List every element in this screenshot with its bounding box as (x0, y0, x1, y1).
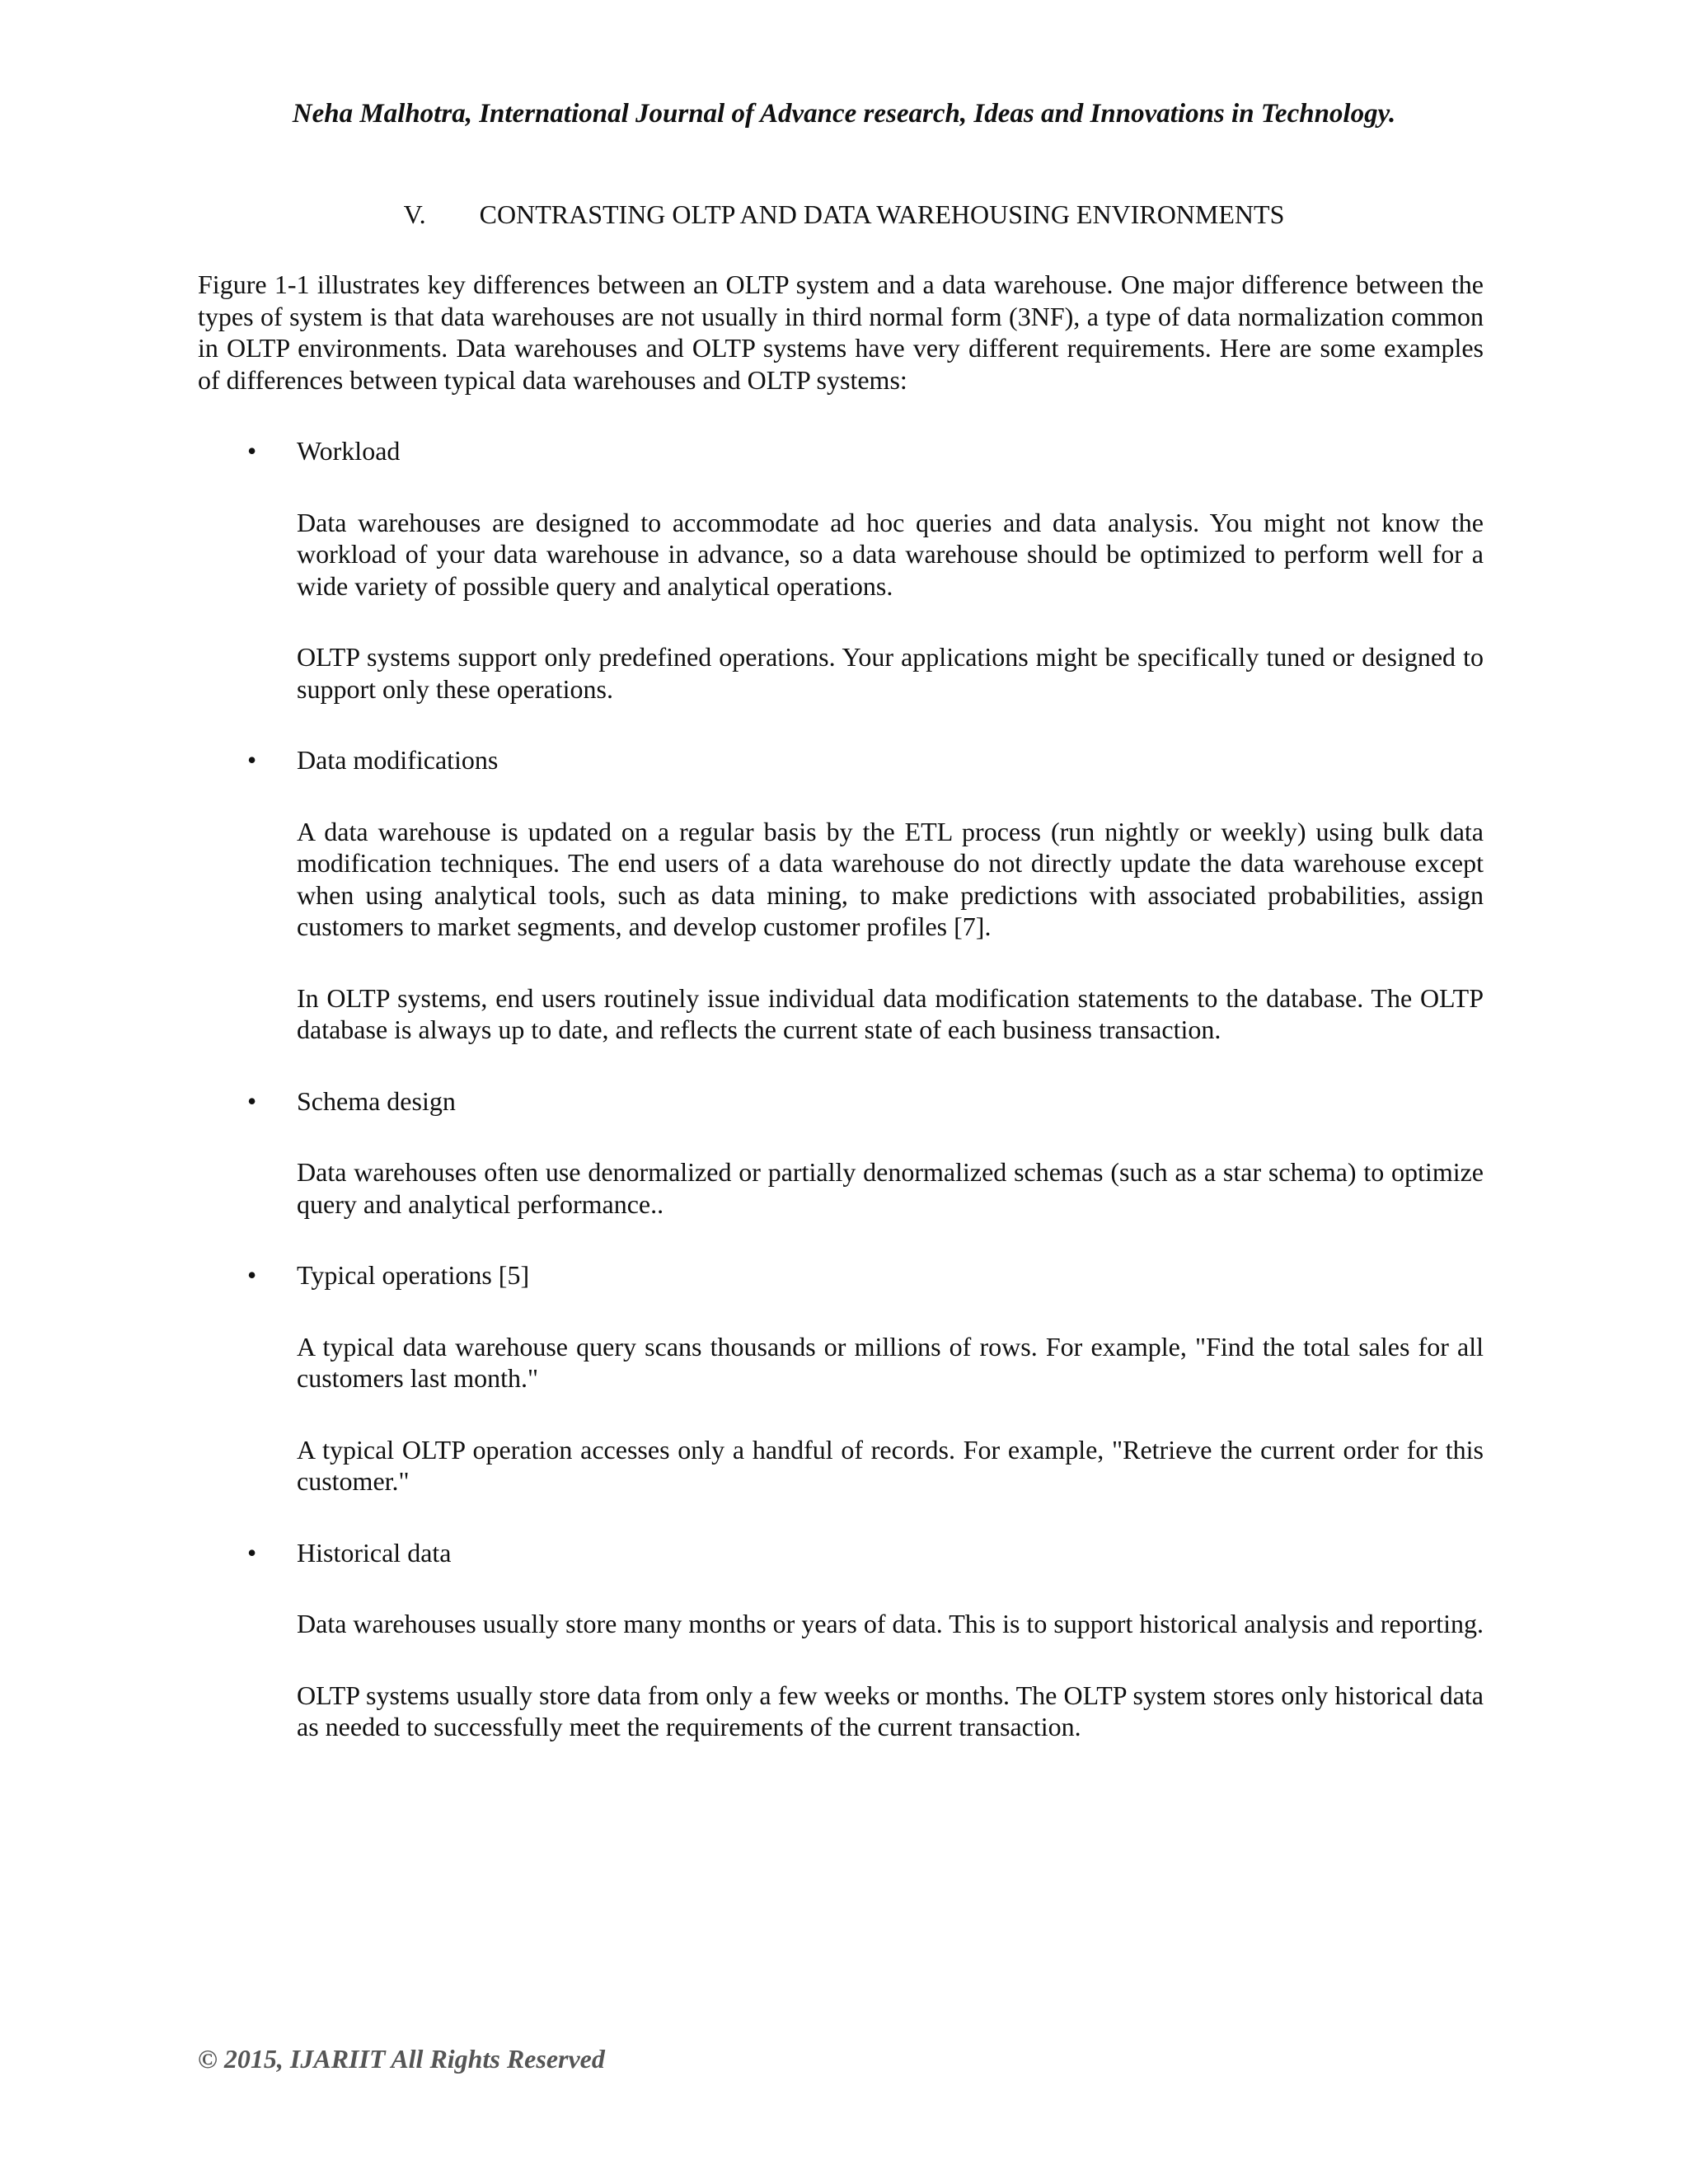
bullet-title-text: Historical data (297, 1537, 452, 1568)
list-item-workload (198, 435, 1484, 705)
bullet-title-text: Schema design (297, 1085, 456, 1116)
footer-copyright: © 2015, IJARIIT All Rights Reserved (198, 2044, 605, 2074)
bullet-title-text: Data modifications (297, 745, 499, 775)
bullet-title-data-modifications (198, 744, 1484, 776)
list-item-schema-design (198, 1085, 1484, 1221)
intro-paragraph: Figure 1-1 illustrates key differences between an OLTP system and a data warehouse. One major difference between the types of system is that data warehouses are not usually in third normal form (3NF), a type of data normalization common in OLTP environments. Data warehouses and OLTP systems have very different requirements. Here are some examples of differences between typical data warehouses and OLTP systems: (198, 269, 1484, 395)
running-header: Neha Malhotra, International Journal of Advance research, Ideas and Innovations in Technology. (292, 99, 1396, 129)
body-content (198, 269, 1484, 1783)
bullet-icon: • (247, 1085, 257, 1116)
bullet-paragraph: A data warehouse is updated on a regular basis by the ETL process (run nightly or weekly) using bulk data modification techniques. The end users of a data warehouse do not directly update the data warehouse except when using analytical tools, such as data mining, to make predictions with associated probabilities, assign customers to market segments, and develop customer profiles [7]. (297, 816, 1484, 941)
difference-list (198, 435, 1484, 1743)
bullet-paragraph: Data warehouses are designed to accommodate ad hoc queries and data analysis. You might not know the workload of your data warehouse in advance, so a data warehouse should be optimized to perform well for a wide variety of possible query and analytical operations. (297, 507, 1484, 601)
bullet-title-text: Workload (297, 436, 401, 466)
bullet-title-text: Typical operations [5] (297, 1260, 530, 1290)
section-number: V. (403, 199, 426, 229)
bullet-paragraph: In OLTP systems, end users routinely issue individual data modification statements to the database. The OLTP database is always up to date, and reflects the current state of each business transaction. (297, 982, 1484, 1044)
bullet-title-historical-data (198, 1537, 1484, 1569)
bullet-title-schema-design (198, 1085, 1484, 1118)
list-item-typical-operations (198, 1259, 1484, 1497)
bullet-paragraph: Data warehouses usually store many months or years of data. This is to support historical analysis and reporting. (297, 1609, 1484, 1638)
bullet-paragraph: A typical OLTP operation accesses only a handful of records. For example, "Retrieve the current order for this customer." (297, 1434, 1484, 1496)
bullet-icon: • (247, 1537, 257, 1568)
bullet-paragraph: OLTP systems usually store data from only a few weeks or months. The OLTP system stores only historical data as needed to successfully meet the requirements of the current transaction. (297, 1680, 1484, 1741)
bullet-icon: • (247, 1260, 257, 1290)
bullet-title-typical-operations (198, 1259, 1484, 1291)
section-heading (0, 198, 1688, 231)
bullet-icon: • (247, 745, 257, 775)
section-title: CONTRASTING OLTP AND DATA WAREHOUSING ENVIRONMENTS (479, 199, 1285, 229)
bullet-paragraph: A typical data warehouse query scans thousands or millions of rows. For example, "Find the total sales for all customers last month." (297, 1331, 1484, 1393)
list-item-historical-data (198, 1537, 1484, 1743)
bullet-icon: • (247, 436, 257, 466)
bullet-title-workload (198, 435, 1484, 467)
bullet-paragraph: Data warehouses often use denormalized or partially denormalized schemas (such as a star schema) to optimize query and analytical performance.. (297, 1157, 1484, 1219)
bullet-paragraph: OLTP systems support only predefined operations. Your applications might be specifically tuned or designed to support only these operations. (297, 642, 1484, 704)
list-item-data-modifications (198, 744, 1484, 1046)
